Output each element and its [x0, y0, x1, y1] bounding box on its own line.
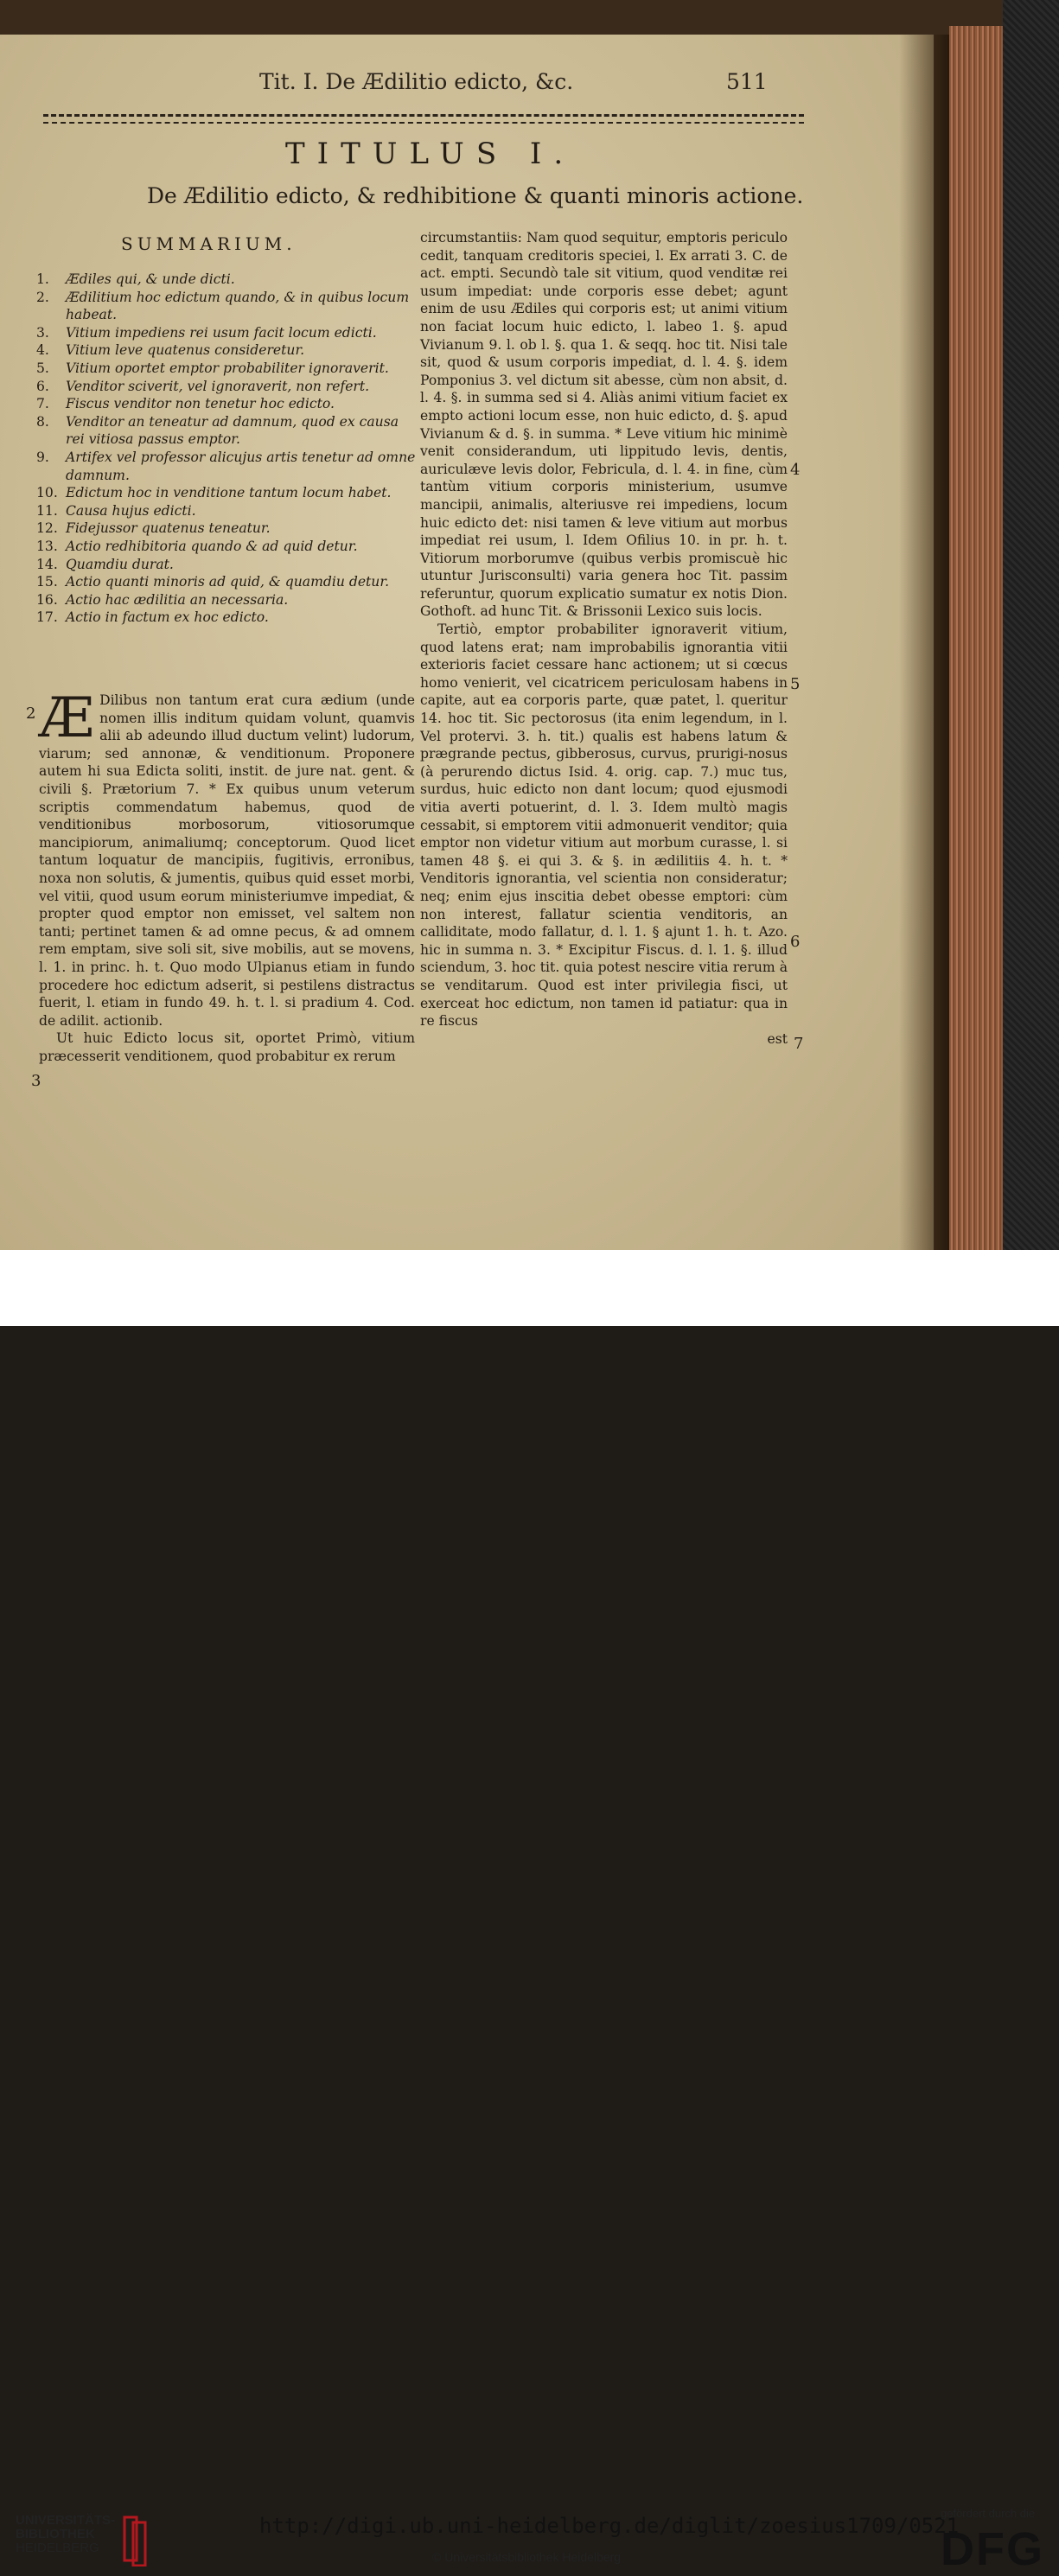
- copyright-notice: © Universitätsbibliothek Heidelberg: [432, 2550, 622, 2564]
- list-item: 16. Actio hac ædilitia an necessaria.: [36, 591, 289, 608]
- gutter-shadow: [899, 35, 951, 1250]
- dfg-logo: DFG: [941, 2523, 1044, 2575]
- list-item: 12. Fidejussor quatenus teneatur.: [36, 520, 271, 537]
- margin-number: 6: [790, 933, 801, 951]
- summary-list: [36, 271, 417, 627]
- funding-note: gefördert durch die: [941, 2507, 1036, 2520]
- margin-number: 5: [790, 675, 801, 693]
- paragraph: Tertiò, emptor probabiliter ignoraverit vitium, quod latens erat; nam improbabilis ignorantia vitii exterioris faciet cessare hanc actionem; ut si cœcus homo venierit, vel cicatricem periculosam habens in capite, aut ea corporis parte, quæ patet, l. queritur 14. hoc tit. Sic pectorosus (ita enim legendum, in l. Vel protervi. 3. h. tit.) qualis est habens latum & prægrande pectus, gibberosus, curvus, prurigi-nosus (à perurendo dictus Isid. 4. orig. cap. 7.) muc tus, surdus, huic edicto non dant locum; quod ejusmodi vitia averti potuerint, d. l. 3. Idem multò magis cessabit, si emptorem vitii admonuerit venditor; quia emptor non videtur vitium aut morbum curasse, l. si tamen 48 §. ei qui 3. & §. in ædilitiis 4. h. t. * Venditoris ignorantia, vel scientia non consideratur; neq; enim ejus inscitia debet obesse emptori: cùm non interest, fallatur scientia venditoris, an calliditate, modo fallatur, d. l. 1. § ajunt 1. h. t. Azo. hic in summa n. 3. * Excipitur Fiscus. d. l. 1. §. illud sciendum, 3. hoc tit. quia potest nescire vitia rerum à se venditarum. Quod est inter privilegia fisci, ut exerceat hoc edictum, non tamen id patiatur: qua in re fiscus: [420, 622, 788, 1030]
- permalink[interactable]: http://digi.ub.uni-heidelberg.de/diglit/zoesius1709/0521: [259, 2514, 960, 2538]
- left-column-text: [39, 686, 415, 1065]
- running-head: [259, 69, 768, 94]
- list-item: 6. Venditor sciverit, vel ignoraverit, non refert.: [36, 378, 370, 394]
- list-item: 1. Ædiles qui, & unde dicti.: [36, 271, 235, 287]
- book-cover: [1003, 0, 1059, 1250]
- list-item: 3. Vitium impediens rei usum facit locum edicti.: [36, 324, 377, 341]
- drop-cap: Æ: [39, 686, 95, 750]
- viewer-footer: [0, 1250, 1059, 2575]
- list-item: 9. Artifex vel professor alicujus artis tenetur ad omne damnum.: [36, 449, 416, 483]
- folio: 511: [726, 69, 768, 94]
- catchword: est: [767, 1030, 788, 1047]
- paragraph: circumstantiis: Nam quod sequitur, emptoris periculo cedit, tanquam creditoris speciei, l. Ex arrati 3. C. de act. empti. Secundò tale sit vitium, quod venditæ rei usum impediat: unde corporis esse debet; agunt enim de usu Ædiles qui corporis est; ut animi vitium non faciat locum huic edicto, l. labeo 1. §. apud Vivianum 9. l. ob l. §. qua 1. & seqq. hoc tit. Nisi tale sit, quod & usum corporis impediat, d. l. 4. §. idem Pomponius 3. vel dictum sit abesse, cùm non absit, d. l. 4. §. in summa sed si 4. Aliàs animi vitium faciet ex empto actioni locum esse, non huic edicto, d. §. apud Vivianum & d. §. in summa. * Leve vitium hic minimè venit considerandum, uti lippitudo levis, dentis, auriculæve levis dolor, Febricula, d. l. 4. in fine, cùm tantùm vitium corporis ministerium, usumve mancipii, animalis, alteriusve rei impediens, locum huic edicto det: nisi tamen & leve vitium aut morbus impediat rei usum, l. Idem Ofilius 10. in pr. h. t. Vitiorum morborumve (quibus verbis promiscuè hic utuntur Jurisconsulti) varia genera hoc Tit. passim referuntur, quorum explicatio sumatur ex notis Dion. Gothoft. ad hunc Tit. & Brissonii Lexico suis locis.: [420, 230, 788, 620]
- list-item: 14. Quamdiu durat.: [36, 556, 174, 572]
- ornamental-rule: [43, 114, 804, 124]
- margin-number: 4: [790, 461, 801, 479]
- list-item: 10. Edictum hoc in venditione tantum locum habet.: [36, 485, 392, 501]
- margin-number: 2: [26, 705, 36, 723]
- list-item: 8. Venditor an teneatur ad damnum, quod ex causa rei vitiosa passus emptor.: [36, 413, 399, 448]
- library-name: UNIVERSITÄTS- BIBLIOTHEK HEIDELBERG: [16, 2513, 116, 2555]
- list-item: 2. Ædilitium hoc edictum quando, & in quibus locum habeat.: [36, 289, 410, 323]
- list-item: 5. Vitium oportet emptor probabiliter ignoraverit.: [36, 360, 389, 376]
- page-title: TITULUS I.: [285, 137, 576, 171]
- summary-heading: SUMMARIUM.: [121, 233, 297, 254]
- list-item: 4. Vitium leve quatenus consideretur.: [36, 342, 305, 359]
- scan-image: [0, 0, 1059, 1250]
- paragraph: Æ Dilibus non tantum erat cura ædium (unde nomen illis inditum quidam volunt, quamvis alii ab adeundo illud ductum velint) ludorum, viarum; sed annonæ, & venditionum. Proponere autem hi sua Edicta soliti, instit. de jure nat. gent. & civili §. Prætorium 7. * Ex quibus unum veterum scriptis commendatum habemus, quod de venditionibus morbosorum, vitiosorumque mancipiorum, animaliumq; conceptorum. Quod licet tantum loquatur de mancipiis, fugitivis, erronibus, noxa non solutis, & jumentis, quibus quid esset morbi, vel vitii, quod usum eorum ministeriumve impediat, & propter quod emptor non emisset, vel saltem non tanti; pertinet tamen & ad omne pecus, & ad omnem rem emptam, sive soli sit, sive mobilis, aut se movens, l. 1. in princ. h. t. Quo modo Ulpianus etiam in fundo procedere hoc edictum adserit, si pestilens distractus fuerit, l. etiam in fundo 49. h. t. l. si pradium 4. Cod. de adilit. actionib.: [39, 686, 415, 1029]
- list-item: 17. Actio in factum ex hoc edicto.: [36, 609, 269, 626]
- list-item: 11. Causa hujus edicti.: [36, 502, 196, 519]
- page-subtitle: De Ædilitio edicto, & redhibitione & quanti minoris actione.: [147, 183, 804, 208]
- margin-number: 3: [31, 1072, 41, 1090]
- list-item: 15. Actio quanti minoris ad quid, & quamdiu detur.: [36, 574, 390, 590]
- running-head-text: Tit. I. De Ædilitio edicto, &c.: [259, 69, 574, 94]
- right-column-text: [420, 229, 788, 1048]
- margin-number: 7: [794, 1035, 804, 1053]
- paragraph: Ut huic Edicto locus sit, oportet Primò, vitium præcesserit venditionem, quod probabitur ex rerum: [39, 1030, 415, 1064]
- list-item: 7. Fiscus venditor non tenetur hoc edicto.: [36, 396, 335, 412]
- list-item: 13. Actio redhibitoria quando & ad quid detur.: [36, 538, 358, 554]
